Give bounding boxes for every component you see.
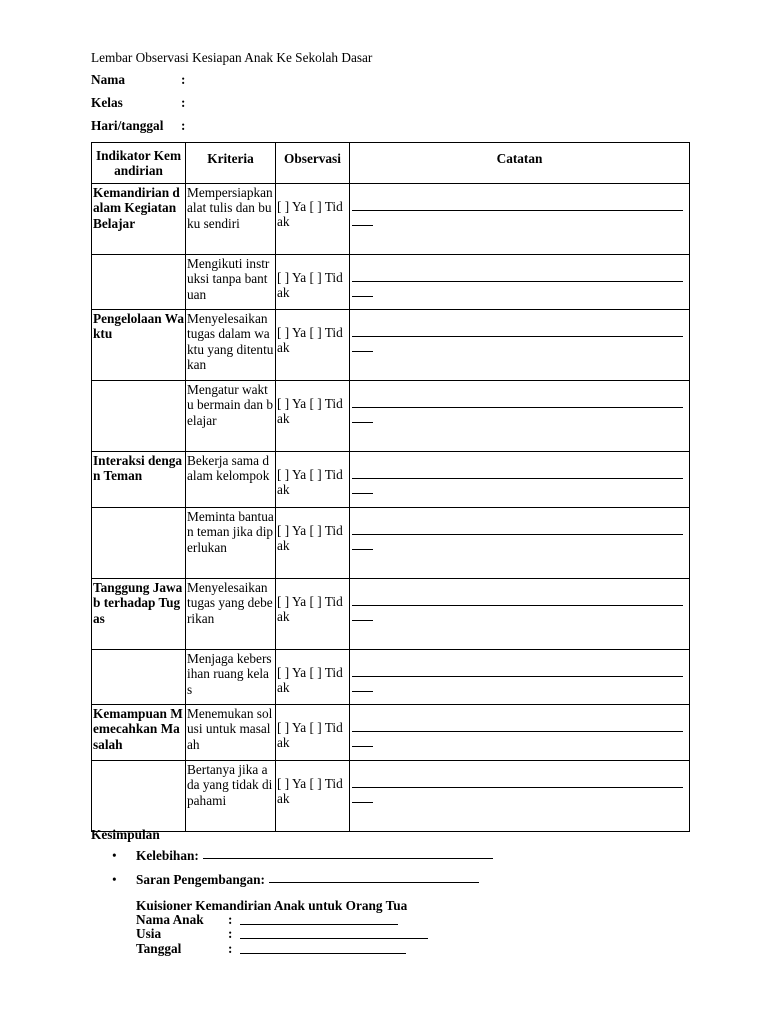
cell-indikator [92, 381, 186, 452]
kuisioner-label: Nama Anak [136, 912, 204, 927]
catatan-line [352, 422, 373, 423]
cell-kriteria: Menemukan solusi untuk masalah [186, 705, 276, 761]
bullet-icon: • [112, 872, 117, 887]
cell-observasi[interactable]: [ ] Ya [ ] Tidak [276, 579, 350, 650]
kuisioner-colon: : [228, 940, 233, 956]
observation-table [91, 142, 690, 832]
cell-kriteria: Menyelesaikan tugas dalam waktu yang ditentukan [186, 310, 276, 381]
header-observasi: Observasi [276, 143, 350, 184]
cell-observasi[interactable]: [ ] Ya [ ] Tidak [276, 184, 350, 255]
table-row [92, 452, 690, 508]
table-row [92, 310, 690, 381]
table-header-row [92, 143, 690, 184]
cell-observasi[interactable]: [ ] Ya [ ] Tidak [276, 761, 350, 832]
kuisioner-colon: : [228, 926, 233, 942]
cell-catatan[interactable] [350, 310, 690, 381]
catatan-line [352, 351, 373, 352]
field-label: Nama [91, 72, 125, 87]
field-label: Kelas [91, 95, 123, 110]
blank-line[interactable] [240, 913, 398, 925]
catatan-line [352, 549, 373, 550]
cell-catatan[interactable] [350, 255, 690, 310]
kuisioner-label: Tanggal [136, 940, 182, 956]
catatan-line [352, 407, 683, 408]
catatan-line [352, 691, 373, 692]
cell-catatan[interactable] [350, 381, 690, 452]
cell-observasi[interactable]: [ ] Ya [ ] Tidak [276, 381, 350, 452]
kesimpulan-section [91, 826, 691, 956]
kesimpulan-title: Kesimpulan [91, 827, 160, 842]
catatan-line [352, 493, 373, 494]
cell-observasi[interactable]: [ ] Ya [ ] Tidak [276, 705, 350, 761]
catatan-line [352, 676, 683, 677]
cell-observasi[interactable]: [ ] Ya [ ] Tidak [276, 508, 350, 579]
catatan-line [352, 225, 373, 226]
header-indikator: Indikator Kemandirian [92, 143, 186, 184]
catatan-line [352, 336, 683, 337]
kesimpulan-label: Saran Pengembangan: [136, 872, 265, 887]
kuisioner-label: Usia [136, 926, 162, 942]
kuisioner-field-usia [136, 927, 428, 941]
catatan-line [352, 296, 373, 297]
header-catatan: Catatan [350, 143, 690, 184]
field-colon: : [181, 95, 186, 110]
catatan-line [352, 478, 683, 479]
blank-line[interactable] [269, 868, 479, 883]
table-row [92, 650, 690, 705]
cell-indikator: Kemampuan Memecahkan Masalah [92, 705, 186, 761]
catatan-line [352, 746, 373, 747]
kuisioner-colon: : [228, 912, 233, 927]
table-row [92, 761, 690, 832]
cell-observasi[interactable]: [ ] Ya [ ] Tidak [276, 255, 350, 310]
table-body [92, 184, 690, 832]
cell-kriteria: Menjaga kebersihan ruang kelas [186, 650, 276, 705]
catatan-line [352, 605, 683, 606]
catatan-line [352, 534, 683, 535]
kuisioner-field-tanggal [136, 942, 428, 956]
kuisioner-title: Kuisioner Kemandirian Anak untuk Orang Tua [136, 898, 408, 913]
table-row [92, 184, 690, 255]
document-title: Lembar Observasi Kesiapan Anak Ke Sekolah Dasar [91, 50, 373, 65]
catatan-line [352, 731, 683, 732]
field-hari-tanggal [91, 114, 691, 137]
cell-indikator [92, 761, 186, 832]
cell-indikator: Tanggung Jawab terhadap Tugas [92, 579, 186, 650]
catatan-line [352, 620, 373, 621]
cell-indikator [92, 650, 186, 705]
field-colon: : [181, 118, 186, 133]
cell-indikator [92, 255, 186, 310]
table-row [92, 255, 690, 310]
header-kriteria: Kriteria [186, 143, 276, 184]
field-nama [91, 68, 691, 91]
cell-observasi[interactable]: [ ] Ya [ ] Tidak [276, 452, 350, 508]
kesimpulan-label: Kelebihan: [136, 848, 199, 863]
blank-line[interactable] [240, 927, 428, 939]
catatan-line [352, 802, 373, 803]
cell-kriteria: Mempersiapkan alat tulis dan buku sendiri [186, 184, 276, 255]
cell-observasi[interactable]: [ ] Ya [ ] Tidak [276, 650, 350, 705]
cell-kriteria: Bertanya jika ada yang tidak dipahami [186, 761, 276, 832]
cell-indikator [92, 508, 186, 579]
cell-indikator: Kemandirian dalam Kegiatan Belajar [92, 184, 186, 255]
cell-kriteria: Bekerja sama dalam kelompok [186, 452, 276, 508]
field-colon: : [181, 72, 186, 87]
table-row [92, 579, 690, 650]
table-row [92, 508, 690, 579]
cell-catatan[interactable] [350, 452, 690, 508]
cell-catatan[interactable] [350, 650, 690, 705]
cell-catatan[interactable] [350, 761, 690, 832]
cell-kriteria: Mengikuti instruksi tanpa bantuan [186, 255, 276, 310]
cell-catatan[interactable] [350, 579, 690, 650]
field-kelas [91, 91, 691, 114]
kuisioner-field-nama-anak [136, 913, 428, 927]
cell-kriteria: Meminta bantuan teman jika diperlukan [186, 508, 276, 579]
table-row [92, 705, 690, 761]
catatan-line [352, 787, 683, 788]
catatan-line [352, 210, 683, 211]
blank-line[interactable] [203, 844, 493, 859]
field-label: Hari/tanggal [91, 118, 164, 133]
cell-observasi[interactable]: [ ] Ya [ ] Tidak [276, 310, 350, 381]
table-row [92, 381, 690, 452]
bullet-icon: • [112, 848, 117, 863]
cell-indikator: Pengelolaan Waktu [92, 310, 186, 381]
cell-catatan[interactable] [350, 184, 690, 255]
document-page [91, 48, 691, 956]
cell-catatan[interactable] [350, 705, 690, 761]
kuisioner-section [136, 898, 428, 956]
cell-catatan[interactable] [350, 508, 690, 579]
cell-kriteria: Menyelesaikan tugas yang deberikan [186, 579, 276, 650]
kesimpulan-item-kelebihan [91, 844, 691, 868]
cell-kriteria: Mengatur waktu bermain dan belajar [186, 381, 276, 452]
kesimpulan-item-saran [91, 868, 691, 892]
catatan-line [352, 281, 683, 282]
cell-indikator: Interaksi dengan Teman [92, 452, 186, 508]
blank-line[interactable] [240, 942, 406, 954]
